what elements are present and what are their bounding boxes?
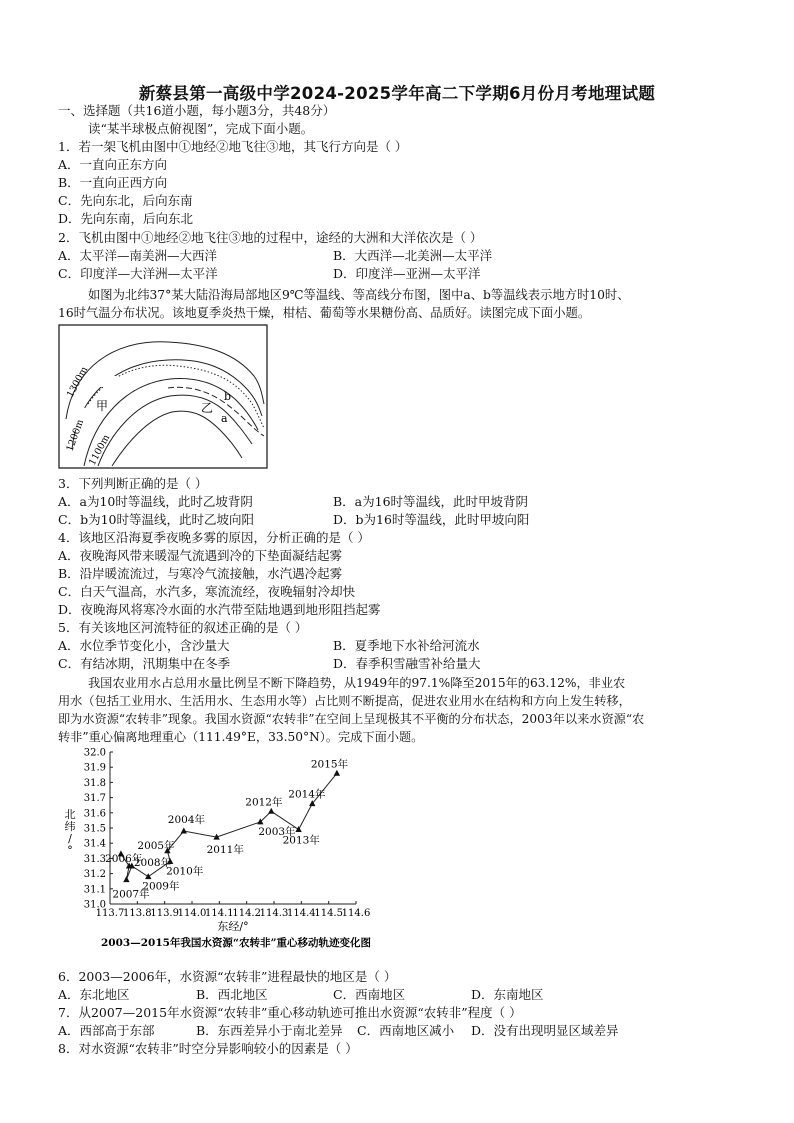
intro-1: 读“某半球极点俯视图”，完成下面小题。 (88, 121, 314, 136)
y-tick-label: 31.1 (83, 884, 106, 896)
map-label-yi: 乙 (201, 401, 214, 415)
q1-option-d: D．先向东南，后向东北 (58, 211, 194, 226)
y-tick-label: 31.3 (83, 853, 106, 865)
point-label: 2014年 (288, 788, 326, 801)
point-label: 2015年 (310, 758, 349, 771)
point-label: 2010年 (166, 865, 204, 878)
chart-title: 2003—2015年我国水资源“农转非”重心移动轨迹变化图 (100, 937, 372, 949)
y-tick-label: 32.0 (83, 747, 106, 759)
map-label-1300: 1300m (64, 364, 91, 400)
data-point (145, 873, 151, 879)
x-tick-label: 114.0 (177, 908, 207, 919)
intro-2-line-2: 16时气温分布状况。该地夏季炎热干燥，柑桔、葡萄等水果糖份高、品质好。读图完成下面小题。 (58, 306, 591, 320)
y-tick-label: 31.8 (83, 777, 106, 789)
q7-option-d: D．没有出现明显区域差异 (471, 1023, 619, 1038)
x-tick-label: 114.5 (314, 908, 343, 919)
section-heading: 一、选择题（共16道小题，每小题3分，共48分） (58, 103, 336, 118)
q7-option-a: A．西部高于东部 (58, 1023, 155, 1038)
contour-map (58, 324, 270, 470)
y-axis-label (65, 808, 76, 857)
y-tick-label: 31.4 (83, 838, 106, 850)
q1-stem: 1．若一架飞机由图中①地经②地飞往③地，其飞行方向是（ ） (58, 139, 408, 154)
q3-option-c: C．b为10时等温线，此时乙坡向阳 (58, 512, 254, 527)
intro-3-line-3: 即为水资源“农转非”现象。我国水资源“农转非”在空间上呈现极其不平衡的分布状态，2003年以来水资源“农 (58, 712, 645, 726)
q6-option-d: D．东南地区 (471, 987, 544, 1002)
q4-stem: 4．该地区沿海夏季夜晚多雾的原因，分析正确的是（ ） (58, 530, 370, 545)
point-label: 2007年 (112, 888, 150, 901)
q6-option-b: B．西北地区 (196, 987, 268, 1002)
q4-option-d: D．夜晚海风将寒冷水面的水汽带至陆地遇到地形阻挡起雾 (58, 602, 381, 617)
y-tick-label: 31.7 (83, 793, 106, 805)
q5-option-d: D．春季积雪融雪补给量大 (333, 656, 481, 671)
point-label: 2005年 (137, 839, 175, 852)
point-label: 2006年 (105, 853, 143, 865)
q5-option-c: C．有结冰期，汛期集中在冬季 (58, 656, 231, 671)
x-tick-label: 113.8 (123, 908, 152, 919)
q1-option-c: C．先向东北，后向东南 (58, 193, 193, 208)
point-label: 2004年 (167, 814, 206, 827)
q6-stem: 6．2003—2006年，水资源“农转非”进程最快的地区是（ ） (58, 969, 397, 984)
q8-stem: 8．对水资源“农转非”时空分异影响较小的因素是（ ） (58, 1041, 358, 1056)
point-label: 2013年 (282, 834, 320, 847)
q1-option-a: A．一直向正东方向 (58, 157, 168, 172)
intro-3-line-2: 用水（包括工业用水、生活用水、生态用水等）占比则不断提高，促进农业用水在结构和方向上发生转移， (58, 694, 631, 708)
q4-option-c: C．白天气温高，水汽多，寒流流经，夜晚辐射冷却快 (58, 584, 356, 599)
q6-option-c: C．西南地区 (333, 987, 406, 1002)
intro-3-line-1: 我国农业用水占总用水量比例呈不断下降趋势，从1949年的97.1%降至2015年的63.12%，非业农 (88, 676, 626, 690)
q4-option-b: B．沿岸暖流流过，与寒冷气流接触，水汽遇冷起雾 (58, 566, 343, 581)
intro-2-line-1: 如图为北纬37°某大陆沿海局部地区9℃等温线、等高线分布图，图中a、b等温线表示地方时10时、 (88, 288, 630, 302)
x-tick-label: 114.3 (259, 908, 289, 919)
x-tick-label: 114.4 (287, 908, 316, 919)
x-tick-label: 114.1 (205, 908, 234, 919)
y-axis-label-char: 纬 (64, 820, 76, 833)
q2-option-b: B．大西洋—北美洲—太平洋 (333, 248, 493, 263)
y-axis-label-char: 北 (64, 808, 76, 821)
q2-option-c: C．印度洋—大洋洲—太平洋 (58, 266, 218, 281)
q3-stem: 3．下列判断正确的是（ ） (58, 476, 208, 491)
q6-option-a: A．东北地区 (58, 987, 130, 1002)
map-label-a: a (221, 412, 228, 425)
q3-option-a: A．a为10时等温线，此时乙坡背阴 (58, 494, 253, 509)
data-point (181, 828, 187, 834)
point-label: 2008年 (133, 857, 172, 869)
point-label: 2009年 (142, 880, 180, 893)
y-axis-label-char: ° (67, 844, 73, 857)
y-axis-label-char: / (68, 832, 72, 845)
point-label: 2003年 (258, 825, 296, 838)
q7-option-b: B．东西差异小于南北差异 (196, 1023, 343, 1038)
data-point (295, 826, 301, 832)
map-label-jia: 甲 (96, 399, 109, 413)
q2-stem: 2．飞机由图中①地经②地飞往③地的过程中，途经的大洲和大洋依次是（ ） (58, 230, 483, 245)
point-label: 2012年 (245, 796, 283, 809)
map-label-1100: 1100m (86, 432, 113, 468)
q5-stem: 5．有关该地区河流特征的叙述正确的是（ ） (58, 620, 308, 635)
q5-option-a: A．水位季节变化小，含沙量大 (58, 638, 230, 653)
q7-option-c: C．西南地区减小 (357, 1023, 455, 1038)
y-tick-label: 31.0 (83, 899, 106, 911)
x-tick-label: 113.9 (150, 908, 179, 919)
x-tick-label: 113.7 (95, 908, 125, 919)
map-label-b: b (224, 390, 232, 403)
data-point (268, 808, 274, 814)
q4-option-a: A．夜晚海风带来暖湿气流遇到冷的下垫面凝结起雾 (58, 548, 343, 563)
y-tick-label: 31.2 (83, 869, 106, 881)
intro-3-line-4: 转非”重心偏离地理重心（111.49°E，33.50°N）。完成下面小题。 (58, 730, 424, 744)
map-label-1200: 1200m (64, 418, 87, 454)
water-transfer-chart (58, 744, 418, 950)
q2-option-d: D．印度洋—亚洲—太平洋 (333, 266, 481, 281)
q3-option-b: B．a为16时等温线，此时甲坡背阴 (333, 494, 529, 509)
q7-stem: 7．从2007—2015年水资源“农转非”重心移动轨迹可推出水资源“农转非”程度（ ） (58, 1005, 522, 1020)
data-point (123, 876, 129, 882)
q3-option-d: D．b为16时等温线，此时甲坡向阳 (333, 512, 530, 527)
page-title: 新蔡县第一高级中学2024-2025学年高二下学期6月份月考地理试题 (138, 84, 656, 103)
y-tick-label: 31.9 (83, 762, 106, 774)
q1-option-b: B．一直向正西方向 (58, 175, 168, 190)
x-axis-label: 东经/° (217, 920, 249, 933)
point-label: 2011年 (206, 844, 244, 857)
q2-option-a: A．太平洋—南美洲—大西洋 (58, 248, 218, 263)
y-tick-label: 31.6 (83, 808, 106, 820)
q5-option-b: B．夏季地下水补给河流水 (333, 638, 480, 653)
x-tick-label: 114.2 (232, 908, 261, 919)
x-tick-label: 114.6 (341, 908, 371, 919)
y-tick-label: 31.5 (83, 823, 106, 835)
data-point (334, 770, 340, 776)
